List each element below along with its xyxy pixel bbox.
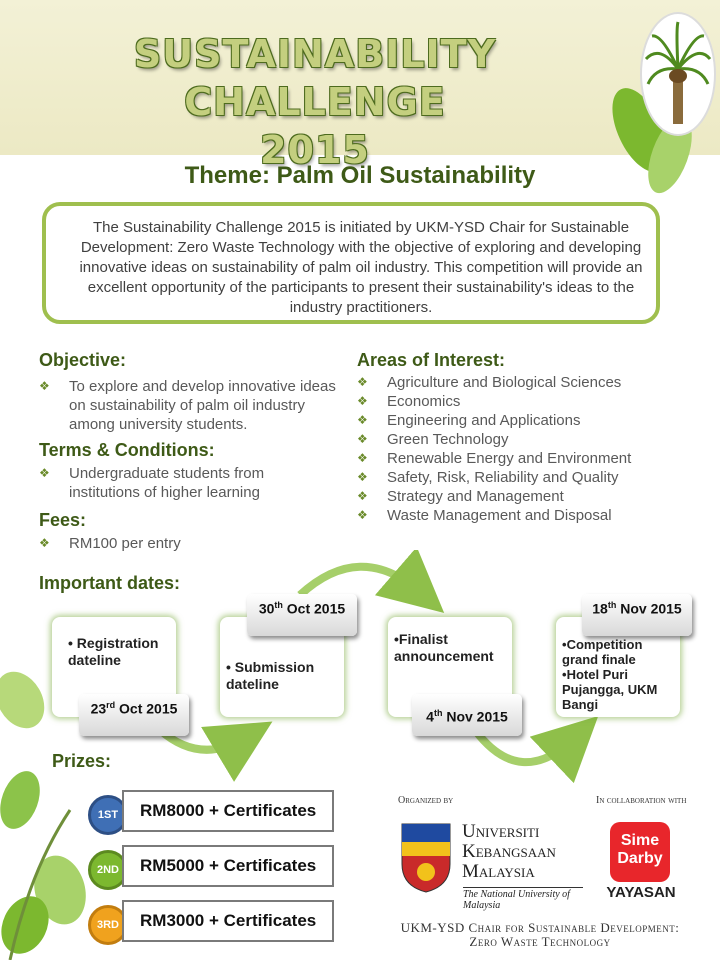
areas-item: ❖ Waste Management and Disposal (357, 506, 697, 525)
fees-heading: Fees: (39, 510, 87, 530)
objective-heading: Objective: (39, 350, 127, 370)
palm-tree-image (640, 12, 716, 136)
organized-by-label: Organized by (398, 795, 454, 806)
stage-3-label: •Finalist announcement (394, 631, 494, 664)
dates-heading: Important dates: (39, 573, 181, 593)
areas-item: ❖ Economics (357, 392, 697, 411)
stage-4-label: •Competition grand finale •Hotel Puri Pujangga, UKM Bangi (562, 637, 658, 712)
areas-item: ❖ Strategy and Management (357, 487, 697, 506)
fees-section (39, 510, 339, 553)
arrow-2 (300, 567, 420, 595)
stage-1-date: 23rd Oct 2015 (79, 694, 189, 736)
areas-item: ❖ Green Technology (357, 430, 697, 449)
title-line-1: SUSTAINABILITY CHALLENGE (133, 32, 497, 124)
areas-heading: Areas of Interest: (357, 350, 506, 370)
terms-item: ❖ Undergraduate students from institutions of higher learning (39, 464, 339, 502)
areas-item: ❖ Engineering and Applications (357, 411, 697, 430)
chair-caption: UKM-YSD Chair for Sustainable Development: Zero Waste Technology (400, 920, 680, 949)
second-place-medal-icon: 2ND (88, 850, 128, 890)
third-place-medal-icon: 3RD (88, 905, 128, 945)
stage-3-date: 4th Nov 2015 (412, 694, 522, 736)
prize-1: RM8000 + Certificates (122, 790, 334, 832)
objective-item: ❖ To explore and develop innovative ideas on sustainability of palm oil industry among university students. (39, 377, 339, 434)
intro-text: The Sustainability Challenge 2015 is initiated by UKM-YSD Chair for Sustainable Development: Zero Waste Technology with the objective of exploring and developing innovative ideas on sustainability of palm oil industry. This competition will provide an excellent opportunity of the participants to present their sustainability's ideas to the industry practitioners. (79, 219, 643, 316)
first-place-medal-icon: 1ST (88, 795, 128, 835)
areas-item: ❖ Safety, Risk, Reliability and Quality (357, 468, 697, 487)
terms-heading: Terms & Conditions: (39, 440, 215, 460)
collaboration-label: In collaboration with (596, 795, 687, 806)
ukm-tagline: The National University of Malaysia (463, 887, 583, 911)
stage-2-date: 30th Oct 2015 (247, 594, 357, 636)
ukm-wordmark: Universiti Kebangsaan Malaysia (462, 821, 556, 882)
fees-item: ❖ RM100 per entry (39, 534, 339, 553)
objective-section (39, 350, 339, 434)
prize-3: RM3000 + Certificates (122, 900, 334, 942)
page-title (0, 30, 630, 174)
ukm-crest-logo (398, 820, 454, 894)
stage-2-label: • Submission dateline (226, 659, 315, 692)
terms-section (39, 440, 339, 502)
areas-section (357, 350, 697, 525)
theme-heading: Theme: Palm Oil Sustainability (184, 162, 536, 189)
title-line-2: 2015 (260, 128, 370, 172)
areas-item: ❖ Renewable Energy and Environment (357, 449, 697, 468)
stage-4-date: 18th Nov 2015 (582, 594, 692, 636)
stage-1-label: • Registration dateline (68, 635, 159, 668)
prizes-heading: Prizes: (52, 751, 112, 771)
areas-item: ❖ Agriculture and Biological Sciences (357, 373, 697, 392)
yayasan-label: YAYASAN (606, 884, 676, 901)
prize-2: RM5000 + Certificates (122, 845, 334, 887)
sime-darby-logo: Sime Darby (610, 822, 670, 882)
